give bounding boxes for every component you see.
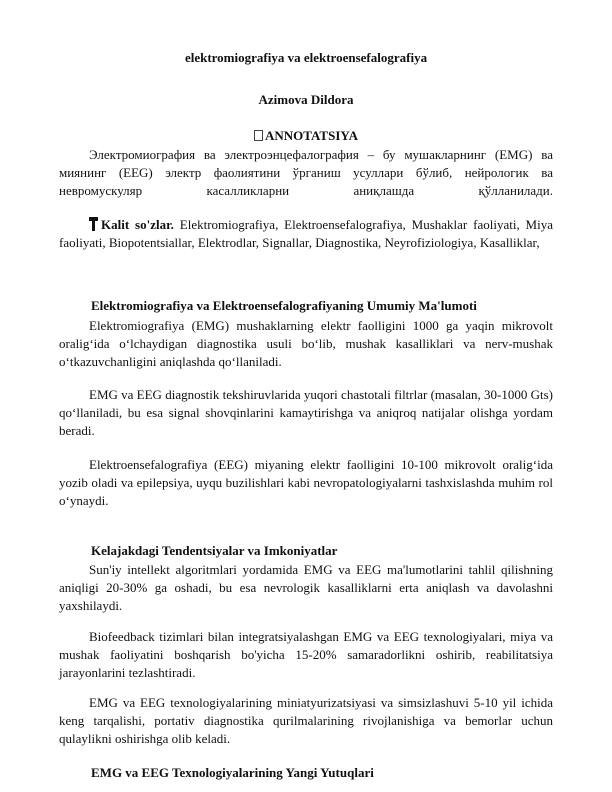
paragraph-biofeedback: Biofeedback tizimlari bilan integratsiyalashgan EMG va EEG texnologiyalari, miya va mushak faoliyatini boshqarish bo'yicha 15-20% samaradorlikni oshirib, reabilitatsiya jarayonlarini tezlashtiradi. [59,629,553,680]
annotation-heading-label: ANNOTATSIYA [265,128,358,143]
keywords-paragraph [59,216,553,252]
paragraph-emg-definition: Elektromiografiya (EMG) mushaklarning elektr faolligini 1000 ga yaqin mikrovolt oralig‘ida o‘lchaydigan diagnostika usuli bo‘lib, mushak kasalliklari va nerv-mushak o‘tkazuvchanligini aniqlashda qo‘llaniladi. [59,318,553,369]
section-heading-overview: Elektromiografiya va Elektroensefalografiyaning Umumiy Ma'lumoti [91,298,477,313]
pin-icon [89,217,98,231]
annotation-text: Электромиография ва электроэнцефалография – бу мушакларнинг (EMG) ва миянинг (EEG) электр фаолиятини ўрганиш усуллари бўлиб, нейрологик ва невромускуляр касалликларни аниқлашда қўлланилади. [59,147,553,198]
paragraph-filters: EMG va EEG diagnostik tekshiruvlarida yuqori chastotali filtrlar (masalan, 30-1000 Gts) qo‘llaniladi, bu esa signal shovqinlarini kamaytirishga va aniqroq natijalar olishga yordam beradi. [59,387,553,438]
paper-title: elektromiografiya va elektroensefalografiya [184,50,428,65]
section-heading-advances: EMG va EEG Texnologiyalarining Yangi Yutuqlari [91,765,374,780]
paragraph-miniaturization: EMG va EEG texnologiyalarining miniatyurizatsiyasi va simsizlashuvi 5-10 yil ichida keng tarqalishi, portativ diagnostika qurilmalarining rivojlanishiga va bemorlar uchun qulaylikni oshirishga olib keladi. [59,695,553,746]
paragraph-ai: Sun'iy intellekt algoritmlari yordamida EMG va EEG ma'lumotlarini tahlil qilishning aniqligi 20-30% ga oshadi, bu esa nevrologik kasalliklarni erta aniqlash va davolashni yaxshilaydi. [59,562,553,613]
author-name: Azimova Dildora [258,92,354,107]
paragraph-eeg-definition: Elektroensefalografiya (EEG) miyaning elektr faolligini 10-100 mikrovolt oralig‘ida yozib oladi va epilepsiya, uyqu buzilishlari kabi nevropatologiyalarni tashxislashda muhim rol o‘ynaydi. [59,457,553,508]
section-heading-trends: Kelajakdagi Tendentsiyalar va Imkoniyatlar [91,543,338,558]
annotation-heading [0,128,612,144]
keywords-text: Elektromiografiya, Elektroensefalografiya, Mushaklar faoliyati, Miya faoliyati, Biopotentsiallar, Elektrodlar, Signallar, Diagnostika, Neyrofiziologiya, Kasalliklar, [59,217,553,250]
keywords-label: Kalit so'zlar. [101,217,174,232]
box-icon [254,130,263,141]
